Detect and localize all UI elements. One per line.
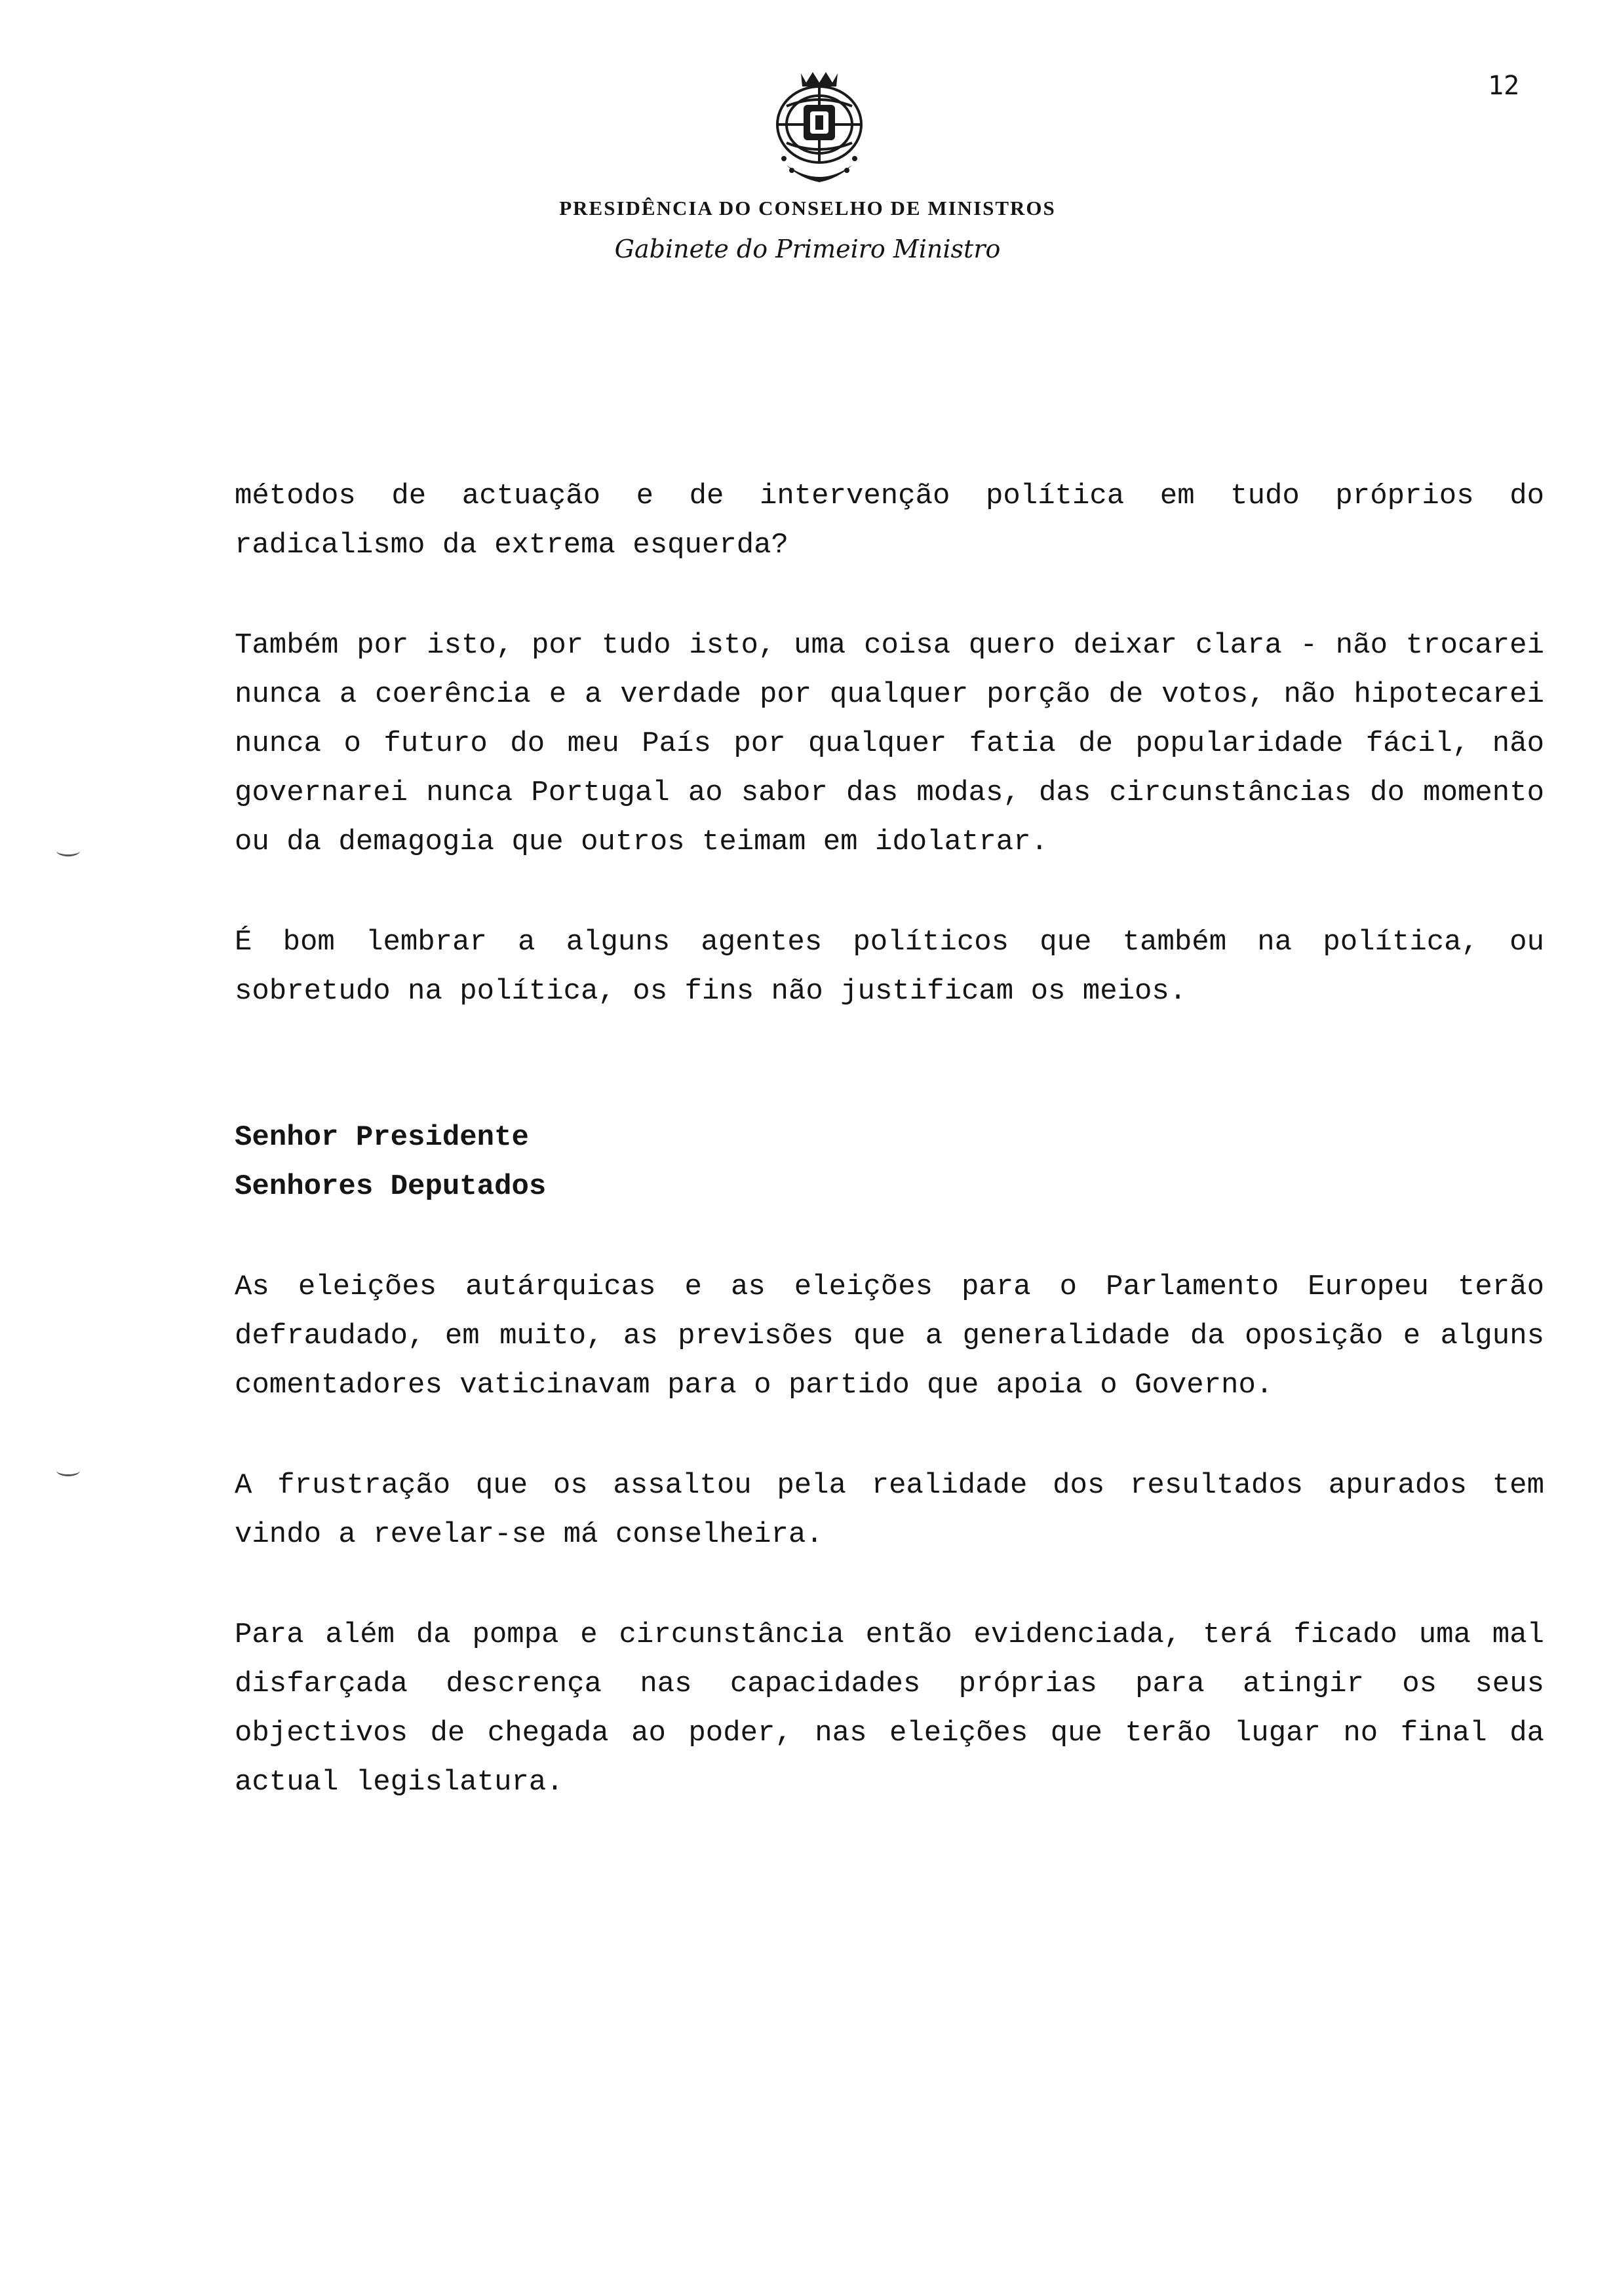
institution-name: PRESIDÊNCIA DO CONSELHO DE MINISTROS	[559, 197, 1056, 220]
salutation-line: Senhor Presidente	[235, 1121, 529, 1154]
paragraph: É bom lembrar a alguns agentes políticos que também na política, ou sobretudo na política, os fins não justificam os meios.	[235, 926, 1544, 1008]
paragraph: A frustração que os assaltou pela realidade dos resultados apurados tem vindo a revelar-se má conselheira.	[235, 1469, 1544, 1551]
paragraph: Também por isto, por tudo isto, uma coisa quero deixar clara - não trocarei nunca a coerência e a verdade por qualquer porção de votos, não hipotecarei nunca o futuro do meu País por qualquer fatia de popularidade fácil, não governarei nunca Portugal ao sabor das modas, das circunstâncias do momento ou da demagogia que outros teimam em idolatrar.	[235, 629, 1544, 858]
letterhead	[0, 197, 1615, 263]
document-body	[235, 472, 1544, 1807]
salutation	[235, 1113, 1544, 1212]
scan-mark	[56, 1465, 80, 1476]
coat-of-arms-icon	[760, 60, 878, 191]
office-name: Gabinete do Primeiro Ministro	[614, 235, 1001, 263]
paragraph: Para além da pompa e circunstância então evidenciada, terá ficado uma mal disfarçada descrença nas capacidades próprias para atingir os seus objectivos de chegada ao poder, nas eleições que terão lugar no final da actual legislatura.	[235, 1618, 1544, 1799]
salutation-line: Senhores Deputados	[235, 1170, 547, 1203]
paragraph: As eleições autárquicas e as eleições para o Parlamento Europeu terão defraudado, em muito, as previsões que a generalidade da oposição e alguns comentadores vaticinavam para o partido que apoia o Governo.	[235, 1271, 1544, 1402]
page-number: 12	[1488, 71, 1520, 101]
scan-mark	[56, 845, 80, 856]
paragraph: métodos de actuação e de intervenção política em tudo próprios do radicalismo da extrema esquerda?	[235, 480, 1544, 562]
